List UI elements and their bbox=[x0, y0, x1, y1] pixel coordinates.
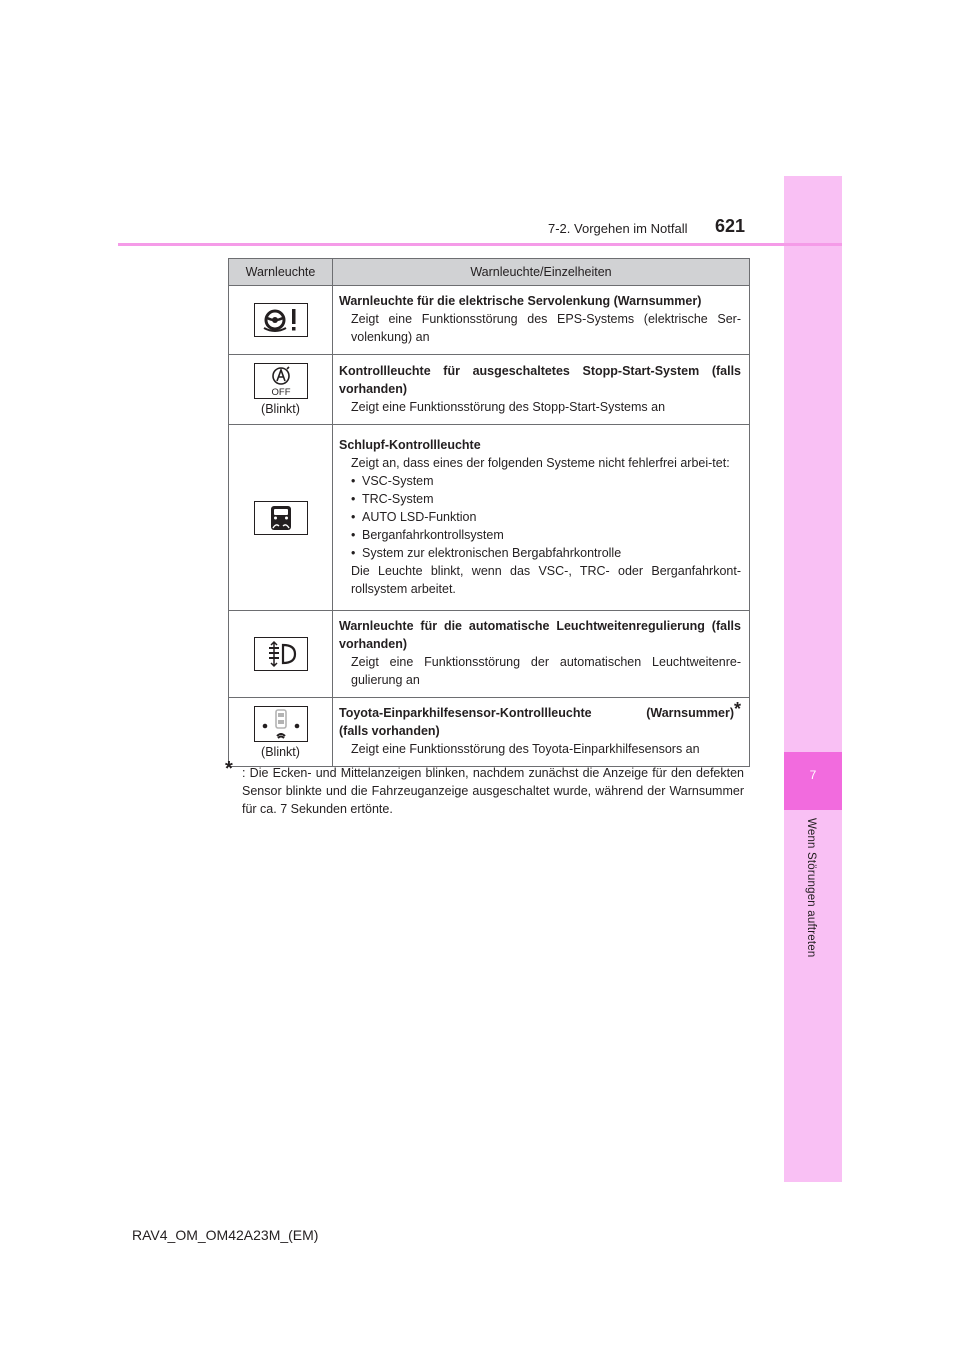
column-header: Warnleuchte bbox=[229, 259, 333, 286]
row-title-suffix bbox=[646, 699, 741, 722]
row-title: Schlupf-Kontrollleuchte bbox=[339, 437, 481, 452]
list-item: • AUTO LSD-Funktion bbox=[351, 508, 741, 526]
eps-warning-icon bbox=[254, 303, 308, 337]
row-title: Warnleuchte für die automatische Leuchtweitenregulierung (falls vorhanden) bbox=[339, 619, 741, 651]
column-header: Warnleuchte/Einzelheiten bbox=[333, 259, 750, 286]
document-code: RAV4_OM_OM42A23M_(EM) bbox=[132, 1227, 319, 1243]
details-cell bbox=[333, 355, 750, 425]
blink-note: (Blinkt) bbox=[261, 402, 300, 416]
row-description: Zeigt eine Funktionsstörung des Stopp-Start-Systems an bbox=[351, 399, 666, 414]
footnote-text: : Die Ecken- und Mittelanzeigen blinken, nachdem zunächst die Anzeige für den defekten Sensor blinkte und die Fahrzeuganzeige ausgeschaltet wurde, während der Warnsummer für ca. 7 Sekunden ertönte. bbox=[242, 766, 744, 816]
row-description: Zeigt an, dass eines der folgenden Systeme nicht fehlerfrei arbei-tet: bbox=[351, 455, 730, 470]
list-item: • TRC-System bbox=[351, 490, 741, 508]
table-header-row bbox=[229, 259, 750, 286]
footnote bbox=[225, 758, 744, 818]
table-row bbox=[229, 698, 750, 767]
systems-list bbox=[339, 472, 741, 562]
icon-cell bbox=[229, 355, 333, 425]
table-row bbox=[229, 425, 750, 611]
icon-cell bbox=[229, 611, 333, 698]
section-title: 7-2. Vorgehen im Notfall bbox=[548, 221, 688, 236]
row-description: Zeigt eine Funktionsstörung der automatischen Leuchtweitenre-gulierung an bbox=[351, 655, 741, 687]
parking-sensor-icon bbox=[254, 706, 308, 742]
warning-lights-table bbox=[228, 258, 750, 767]
row-description: Zeigt eine Funktionsstörung des Toyota-Einparkhilfesensors an bbox=[351, 742, 700, 756]
list-item: • Berganfahrkontrollsystem bbox=[351, 526, 741, 544]
chapter-side-tab bbox=[784, 176, 842, 1182]
icon-cell bbox=[229, 286, 333, 355]
chapter-title: Wenn Störungen auftreten bbox=[805, 818, 817, 958]
row-extra: Die Leuchte blinkt, wenn das VSC-, TRC- oder Berganfahrkont-rollsystem arbeitet. bbox=[351, 563, 741, 596]
details-cell bbox=[333, 286, 750, 355]
details-cell bbox=[333, 698, 750, 767]
off-label: OFF bbox=[271, 387, 290, 398]
footnote-marker: * bbox=[225, 758, 233, 780]
stop-start-off-icon bbox=[254, 363, 308, 399]
table-row bbox=[229, 286, 750, 355]
row-title-buzzer: (Warnsummer) bbox=[646, 706, 734, 720]
slip-indicator-icon bbox=[254, 501, 308, 535]
row-title-condition: (falls vorhanden) bbox=[339, 724, 440, 738]
row-title: Warnleuchte für die elektrische Servolenkung (Warnsummer) bbox=[339, 294, 702, 308]
list-item: • System zur elektronischen Bergabfahrkontrolle bbox=[351, 544, 741, 562]
row-title bbox=[339, 699, 741, 722]
icon-cell bbox=[229, 425, 333, 611]
table-row bbox=[229, 355, 750, 425]
details-cell bbox=[333, 425, 750, 611]
headlight-leveling-icon bbox=[254, 637, 308, 671]
row-title-main: Toyota-Einparkhilfesensor-Kontrollleuchte bbox=[339, 706, 592, 720]
footnote-marker: * bbox=[733, 699, 741, 719]
blink-note: (Blinkt) bbox=[261, 744, 300, 759]
header-rule bbox=[118, 243, 842, 246]
icon-cell bbox=[229, 698, 333, 767]
page-number: 621 bbox=[715, 216, 746, 236]
list-item: • VSC-System bbox=[351, 472, 741, 490]
chapter-number: 7 bbox=[809, 768, 817, 782]
table-row bbox=[229, 611, 750, 698]
row-description: Zeigt eine Funktionsstörung des EPS-Systems (elektrische Ser-volenkung) an bbox=[351, 312, 741, 344]
row-title: Kontrollleuchte für ausgeschaltetes Stopp-Start-System (falls vorhanden) bbox=[339, 363, 741, 396]
details-cell bbox=[333, 611, 750, 698]
